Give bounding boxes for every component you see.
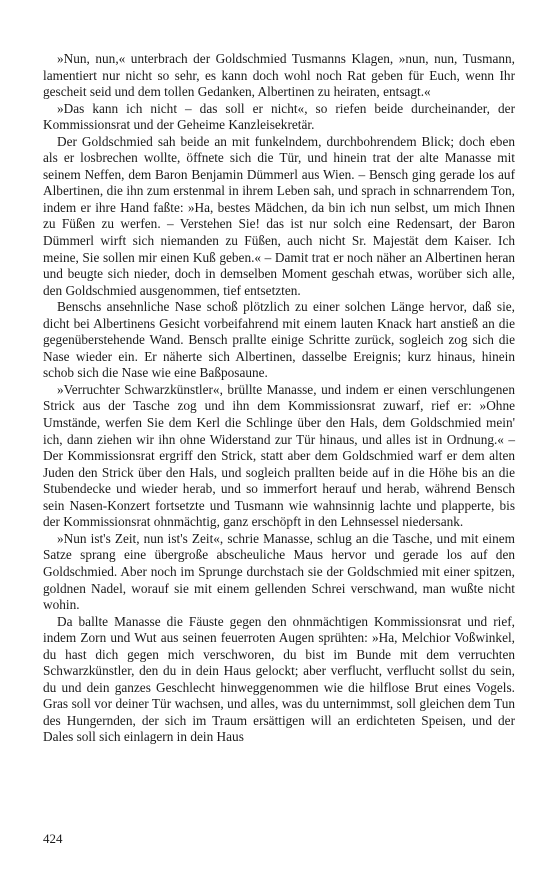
paragraph-1: »Nun, nun,« unterbrach der Goldschmied Tusmanns Klagen, »nun, nun, Tusmann, lamentiert nur nicht so sehr, es kann doch wohl noch Rat geben für Euch, wenn Ihr gescheit seid und dem tollen Gedanken, Albertinen zu heiraten, entsagt.«	[43, 51, 515, 100]
paragraph-7: Da ballte Manasse die Fäuste gegen den ohnmächtigen Kommissionsrat und rief, indem Zorn und Wut aus seinen feuerroten Augen sprühten: »Ha, Melchior Voßwinkel, du hast dich gegen mich verschworen, du bist im Bunde mit dem verruchten Schwarzkünstler, den du in dein Haus gelockt; aber verflucht, verflucht sollst du sein, du und dein ganzes Geschlecht hinweggenommen wie die hilflose Brut eines Vogels. Gras soll vor deiner Tür wachsen, und alles, was du unternimmst, soll gleichen dem Tun des Hungernden, der sich im Traum ersättigen will an erdichteten Speisen, und der Dales soll sich einlagern in dein Haus	[43, 613, 515, 745]
paragraph-5: »Verruchter Schwarzkünstler«, brüllte Manasse, und indem er einen verschlungenen Strick aus der Tasche zog und ihn dem Kommissionsrat zuwarf, rief er: »Ohne Umstände, werfen Sie dem Kerl die Schlinge über den Hals, dem Goldschmied mein' ich, dann ziehen wir ihn ohne Widerstand zur Tür hinaus, und alles ist in Ordnung.« – Der Kommissionsrat ergriff den Strick, statt aber dem Goldschmied warf er dem alten Juden den Strick über den Hals, und sogleich prallten beide auf in die Höhe bis an die Stubendecke und wieder herab, und so immerfort herauf und herab, während Bensch sein Nasen-Konzert fortsetzte und Tusmann wie wahnsinnig lachte und plapperte, bis der Kommissionsrat ohnmächtig, ganz erschöpft in den Lehnsessel niedersank.	[43, 381, 515, 530]
paragraph-3: Der Goldschmied sah beide an mit funkelndem, durchbohrendem Blick; doch eben als er losbrechen wollte, öffnete sich die Tür, und hinein trat der alte Manasse mit seinem Neffen, dem Baron Benjamin Dümmerl aus Wien. – Bensch ging gerade los auf Albertinen, die ihn zum erstenmal in ihrem Leben sah, und sprach in schnarrendem Ton, indem er ihre Hand faßte: »Ha, bestes Mädchen, da bin ich nun selbst, um mich Ihnen zu Füßen zu werfen. – Verstehen Sie! das ist nur solch eine Redensart, der Baron Dümmerl wirft sich niemanden zu Füßen, auch nicht Sr. Majestät dem Kaiser. Ich meine, Sie sollen mir einen Kuß geben.« – Damit trat er noch näher an Albertinen heran und beugte sich nieder, doch in demselben Moment geschah etwas, worüber sich alle, den Goldschmied ausgenommen, tief entsetzten.	[43, 133, 515, 298]
paragraph-6: »Nun ist's Zeit, nun ist's Zeit«, schrie Manasse, schlug an die Tasche, und mit einem Satze sprang eine übergroße abscheuliche Maus hervor und gerade los auf den Goldschmied. Aber noch im Sprunge durchstach sie der Goldschmied mit einer spitzen, goldnen Nadel, worauf sie mit einem gellenden Schrei verschwand, man wußte nicht wohin.	[43, 530, 515, 613]
paragraph-2: »Das kann ich nicht – das soll er nicht«, so riefen beide durcheinander, der Kommissionsrat und der Geheime Kanzleisekretär.	[43, 100, 515, 133]
book-page-text	[43, 51, 515, 746]
page-number: 424	[43, 831, 63, 846]
paragraph-4: Benschs ansehnliche Nase schoß plötzlich zu einer solchen Länge hervor, daß sie, dicht bei Albertinens Gesicht vorbeifahrend mit einem lauten Knack hart anstieß an die gegenüberstehende Wand. Bensch prallte einige Schritte zurück, sogleich zog sich die Nase wieder ein. Er näherte sich Albertinen, dasselbe Ereignis; kurz hinaus, hinein schob sich die Nase wie eine Baßposaune.	[43, 299, 515, 381]
